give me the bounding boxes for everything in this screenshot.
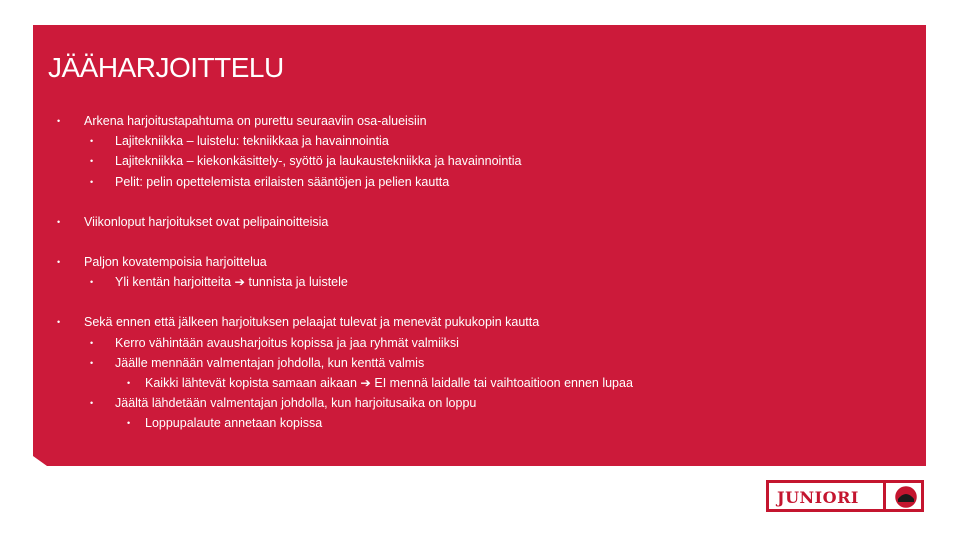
helmet-emblem-icon xyxy=(893,486,919,508)
arrow-icon: ➔ xyxy=(360,376,371,391)
logo-divider xyxy=(883,483,886,509)
bullet-item: • Jäälle mennään valmentajan johdolla, kun kenttä valmis xyxy=(52,353,912,373)
slide-title: JÄÄHARJOITTELU xyxy=(48,52,284,83)
bullet-item: • Lajitekniikka – kiekonkäsittely-, syöttö ja laukaustekniikka ja havainnointia xyxy=(52,151,912,171)
bullet-dot: • xyxy=(57,317,61,328)
bullet-dot: • xyxy=(57,116,61,126)
bullet-dot: • xyxy=(90,156,94,167)
bullet-dot: • xyxy=(57,257,61,268)
bullet-dot: • xyxy=(127,418,131,429)
bullet-dot: • xyxy=(90,337,94,348)
bullet-item: • Lajitekniikka – luistelu: tekniikkaa ja havainnointia xyxy=(52,131,912,151)
bullet-item: • Viikonloput harjoitukset ovat pelipainoitteisia xyxy=(52,212,912,232)
bullet-item: • Paljon kovatempoisia harjoittelua xyxy=(52,252,912,272)
bullet-dot: • xyxy=(57,216,61,227)
bullet-dot: • xyxy=(90,176,94,187)
bullet-dot: • xyxy=(90,357,94,368)
arrow-icon: ➔ xyxy=(234,275,246,290)
bullet-item: • Yli kentän harjoitteita ➔ tunnista ja luistele xyxy=(52,272,912,292)
bullet-list xyxy=(52,111,912,434)
bullet-dot: • xyxy=(90,398,94,409)
bullet-item: • Pelit: pelin opettelemista erilaisten sääntöjen ja pelien kautta xyxy=(52,172,912,192)
bullet-item: • Arkena harjoitustapahtuma on purettu seuraaviin osa-alueisiin xyxy=(52,111,912,131)
bullet-item: • Kerro vähintään avausharjoitus kopissa ja jaa ryhmät valmiiksi xyxy=(52,333,912,353)
bullet-item: • Loppupalaute annetaan kopissa xyxy=(52,413,912,433)
bullet-item: • Kaikki lähtevät kopista samaan aikaan ➔ EI mennä laidalle tai vaihtoaitioon ennen lupaa xyxy=(52,373,912,393)
juniori-logo xyxy=(766,480,924,512)
bullet-dot: • xyxy=(90,136,94,147)
bullet-dot: • xyxy=(90,277,94,288)
bullet-item: • Jäältä lähdetään valmentajan johdolla, kun harjoitusaika on loppu xyxy=(52,393,912,413)
logo-text: JUNIORI xyxy=(777,488,859,507)
bullet-item: • Sekä ennen että jälkeen harjoituksen pelaajat tulevat ja menevät pukukopin kautta xyxy=(52,312,912,332)
bullet-dot: • xyxy=(127,378,131,389)
